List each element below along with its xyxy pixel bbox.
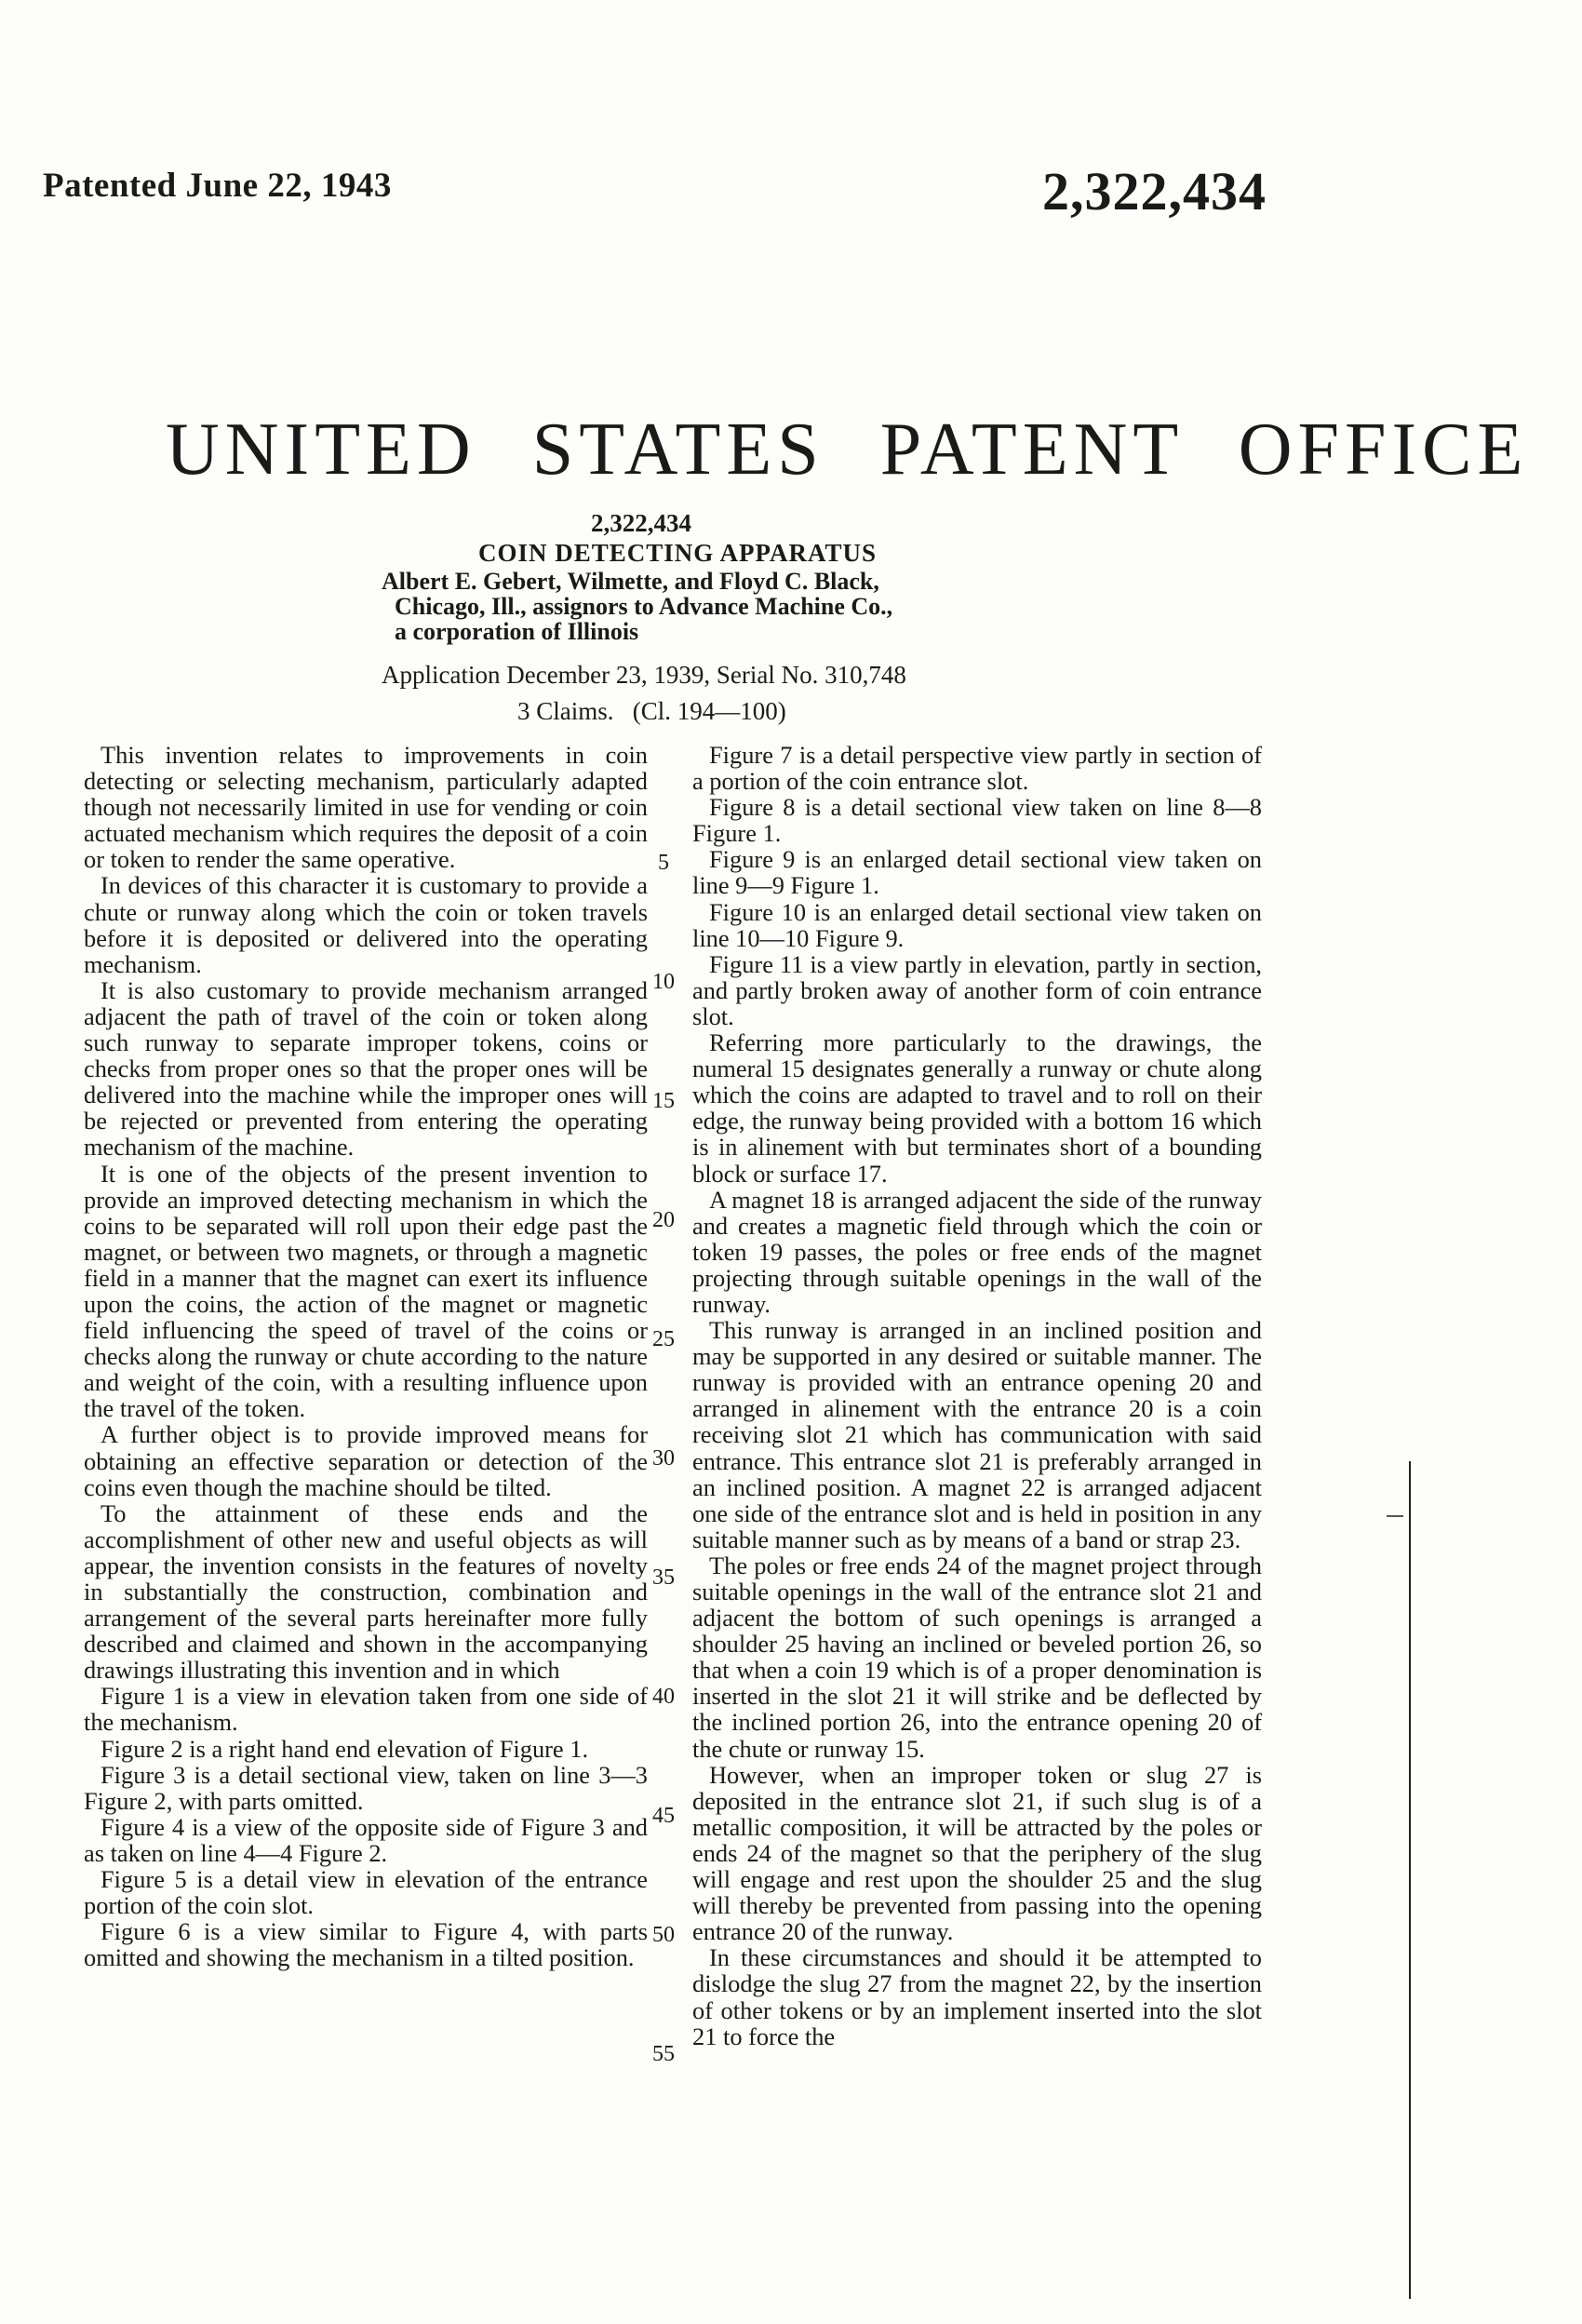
line-number: 5 [658,851,669,875]
paragraph: Figure 4 is a view of the opposite side of Figure 3 and as taken on line 4—4 Figure 2. [84,1812,648,1867]
patent-number-header: 2,322,434 [1042,161,1267,222]
scan-edge-rule [1409,1461,1411,2299]
patented-date: Patented June 22, 1943 [43,167,392,205]
paragraph: This invention relates to improvements in coin detecting or selecting mechanism, particularly adapted though not necessarily limited in use for vending or coin actuated mechanism which requires the deposit of a coin or token to render the same operative. [84,741,648,874]
inventors-line: Chicago, Ill., assignors to Advance Machine Co., [395,593,893,620]
line-number: 35 [652,1565,675,1590]
line-number: 20 [652,1208,675,1232]
paragraph: A further object is to provide improved means for obtaining an effective separation or detection of the coins even though the machine should be tilted. [84,1420,648,1501]
claims-line: 3 Claims. (Cl. 194—100) [517,697,786,725]
paragraph: Figure 1 is a view in elevation taken from one side of the mechanism. [84,1682,648,1737]
inventors-line: a corporation of Illinois [395,618,639,645]
scan-edge-tick [1387,1515,1403,1517]
paragraph: Figure 6 is a view similar to Figure 4, with parts omitted and showing the mechanism in a tilted position. [84,1917,648,1972]
paragraph: In devices of this character it is customary to provide a chute or runway along which the coin or token travels before it is deposited or delivered into the operating mechanism. [84,871,648,978]
paragraph: It is also customary to provide mechanism arranged adjacent the path of travel of the coin or token along such runway to separate improper tokens, coins or checks from proper ones so that the proper ones will be delivered into the machine while the improper ones will be rejected or prevented from entering the operating mechanism of the machine. [84,975,648,1162]
right-column [692,742,1262,2049]
line-number: 50 [652,1923,675,1947]
paragraph: Figure 3 is a detail sectional view, taken on line 3—3 Figure 2, with parts omitted. [84,1760,648,1815]
left-column [84,742,648,1970]
line-number: 30 [652,1446,675,1471]
paragraph: Figure 8 is a detail sectional view taken on line 8—8 Figure 1. [692,793,1262,848]
paragraph: In these circumstances and should it be attempted to dislodge the slug 27 from the magnet 22, by the insertion of other tokens or by an implement inserted into the slot 21 to force the [692,1943,1262,2050]
inventors [382,569,1033,644]
line-number: 10 [652,970,675,994]
paragraph: To the attainment of these ends and the accomplishment of other new and useful objects as will appear, the invention consists in the features of novelty in substantially the construction, combination and arrangement of the several parts hereinafter more fully described and claimed and shown in the accompanying drawings illustrating this invention and in which [84,1498,648,1685]
patent-title: COIN DETECTING APPARATUS [478,539,878,567]
office-title: UNITED STATES PATENT OFFICE [166,409,1529,490]
patent-number: 2,322,434 [591,509,691,537]
line-number: 40 [652,1685,675,1709]
line-number: 45 [652,1804,675,1828]
paragraph: However, when an improper token or slug 27 is deposited in the entrance slot 21, if such slug is of a metallic composition, it will be attracted by the poles or ends 24 of the magnet so that the periphery of the slug will engage and rest upon the shoulder 25 and the slug will thereby be prevented from passing into the opening entrance 20 of the runway. [692,1760,1262,1946]
inventors-line: Albert E. Gebert, Wilmette, and Floyd C. Black, [382,568,879,595]
paragraph: The poles or free ends 24 of the magnet project through suitable openings in the wall of the entrance slot 21 and adjacent the bottom of such openings is arranged a shoulder 25 having an inclined or beveled portion 26, so that when a coin 19 which is of a proper denomination is inserted in the slot 21 it will strike and be deflected by the inclined portion 26, into the entrance opening 20 of the chute or runway 15. [692,1551,1262,1763]
application-line: Application December 23, 1939, Serial No. 310,748 [382,661,906,689]
paragraph: Figure 10 is an enlarged detail sectional view taken on line 10—10 Figure 9. [692,897,1262,952]
paragraph: Figure 11 is a view partly in elevation, partly in section, and partly broken away of another form of coin entrance slot. [692,949,1262,1030]
paragraph: It is one of the objects of the present invention to provide an improved detecting mechanism in which the coins to be separated will roll upon their edge past the magnet, or between two magnets, or through a magnetic field in a manner that the magnet can exert its influence upon the coins, the action of the magnet or magnetic field influencing the speed of travel of the coins or checks along the runway or chute according to the nature and weight of the coin, with a resulting influence upon the travel of the token. [84,1159,648,1423]
paragraph: Figure 5 is a detail view in elevation of the entrance portion of the coin slot. [84,1865,648,1920]
paragraph: A magnet 18 is arranged adjacent the side of the runway and creates a magnetic field through which the coin or token 19 passes, the poles or free ends of the magnet projecting through suitable openings in the wall of the runway. [692,1185,1262,1318]
line-number: 55 [652,2042,675,2066]
line-number: 25 [652,1327,675,1351]
paragraph: This runway is arranged in an inclined position and may be supported in any desired or suitable manner. The runway is provided with an entrance opening 20 and arranged in alinement with the entrance 20 is a coin receiving slot 21 which has communication with said entrance. This entrance slot 21 is preferably arranged in an inclined position. A magnet 22 is arranged adjacent one side of the entrance slot and is held in position in any suitable manner such as by means of a band or strap 23. [692,1316,1262,1553]
paragraph: Figure 9 is an enlarged detail sectional view taken on line 9—9 Figure 1. [692,845,1262,900]
paragraph: Figure 7 is a detail perspective view partly in section of a portion of the coin entrance slot. [692,741,1262,796]
paragraph: Referring more particularly to the drawings, the numeral 15 designates generally a runway or chute along which the coins are adapted to travel and to roll on their edge, the runway being provided with a bottom 16 which is in alinement with but terminates short of a bounding block or surface 17. [692,1028,1262,1188]
paragraph: Figure 2 is a right hand end elevation of Figure 1. [101,1734,589,1763]
line-number: 15 [652,1089,675,1113]
